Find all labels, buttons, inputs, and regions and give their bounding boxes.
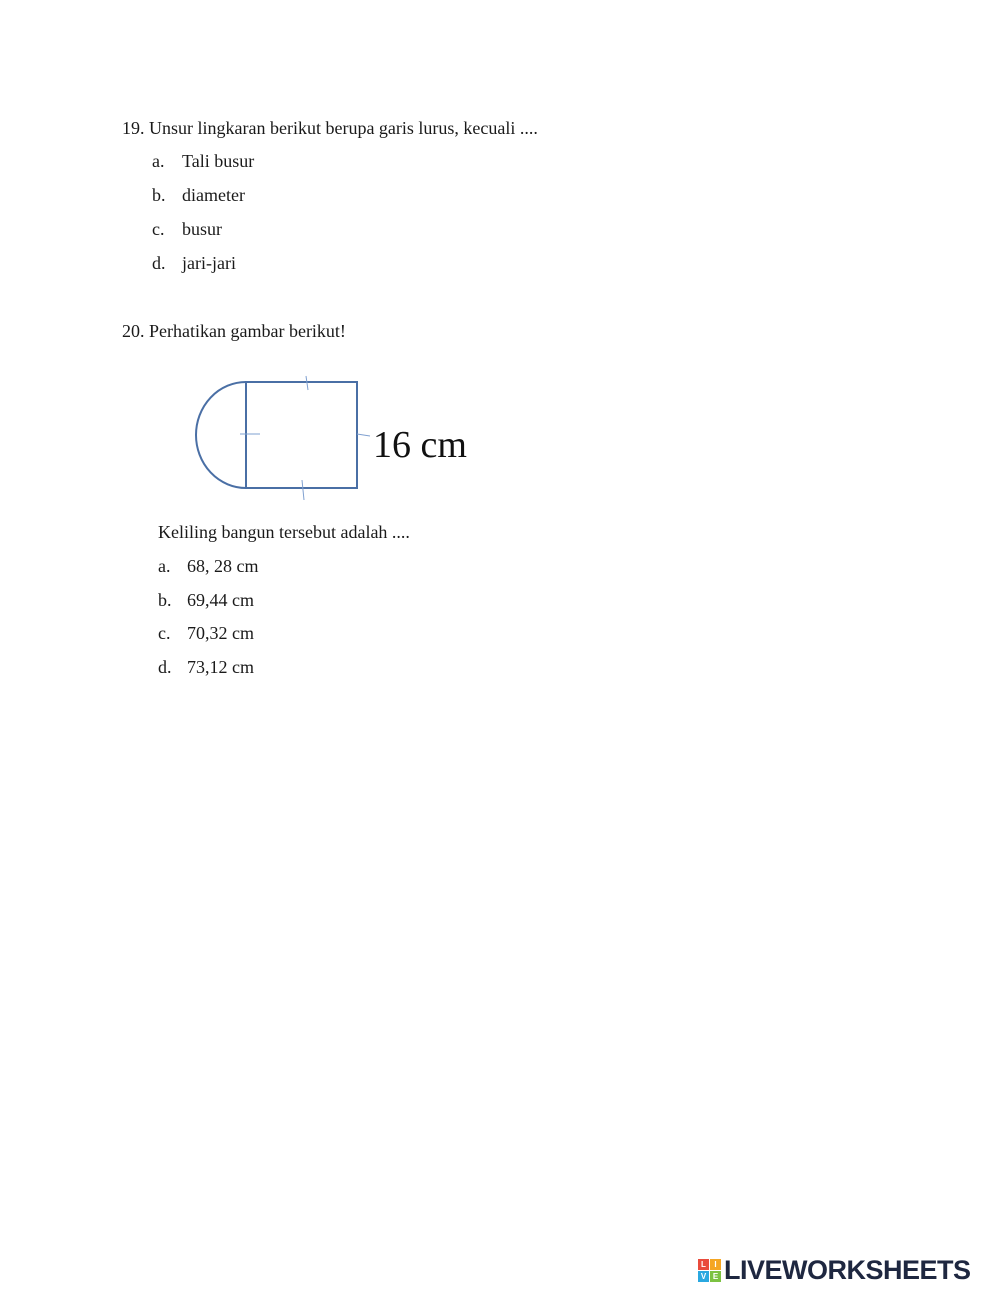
option-text: Tali busur (182, 151, 255, 171)
liveworksheets-brand[interactable] (698, 1256, 971, 1284)
figure-svg (190, 372, 490, 507)
option-text: 73,12 cm (187, 657, 254, 677)
option-letter: b. (158, 590, 172, 610)
semicircle-shape (196, 382, 246, 488)
option-letter: c. (152, 219, 165, 239)
option-text: 68, 28 cm (187, 556, 259, 576)
square-semicircle-figure (190, 372, 490, 507)
option-letter: a. (152, 151, 165, 171)
question-19-text: 19. Unsur lingkaran berikut berupa garis lurus, kecuali .... (122, 118, 538, 138)
option-text: 69,44 cm (187, 590, 254, 610)
option-letter: b. (152, 185, 166, 205)
option-letter: c. (158, 623, 171, 643)
liveworksheets-logo-icon (698, 1259, 721, 1282)
figure-label: 16 cm (373, 424, 467, 466)
tick-mark-bottom (302, 480, 304, 500)
logo-cell: E (710, 1271, 721, 1282)
square-shape (246, 382, 357, 488)
logo-cell: L (698, 1259, 709, 1270)
brand-name: LIVEWORKSHEETS (724, 1255, 971, 1285)
option-text: 70,32 cm (187, 623, 254, 643)
question-20-prompt: Keliling bangun tersebut adalah .... (158, 522, 410, 542)
option-text: diameter (182, 185, 245, 205)
tick-mark-right (357, 434, 370, 436)
question-20-text: 20. Perhatikan gambar berikut! (122, 321, 346, 341)
option-letter: d. (152, 253, 166, 273)
option-text: jari-jari (182, 253, 236, 273)
logo-cell: I (710, 1259, 721, 1270)
option-letter: a. (158, 556, 171, 576)
logo-cell: V (698, 1271, 709, 1282)
option-text: busur (182, 219, 222, 239)
option-letter: d. (158, 657, 172, 677)
